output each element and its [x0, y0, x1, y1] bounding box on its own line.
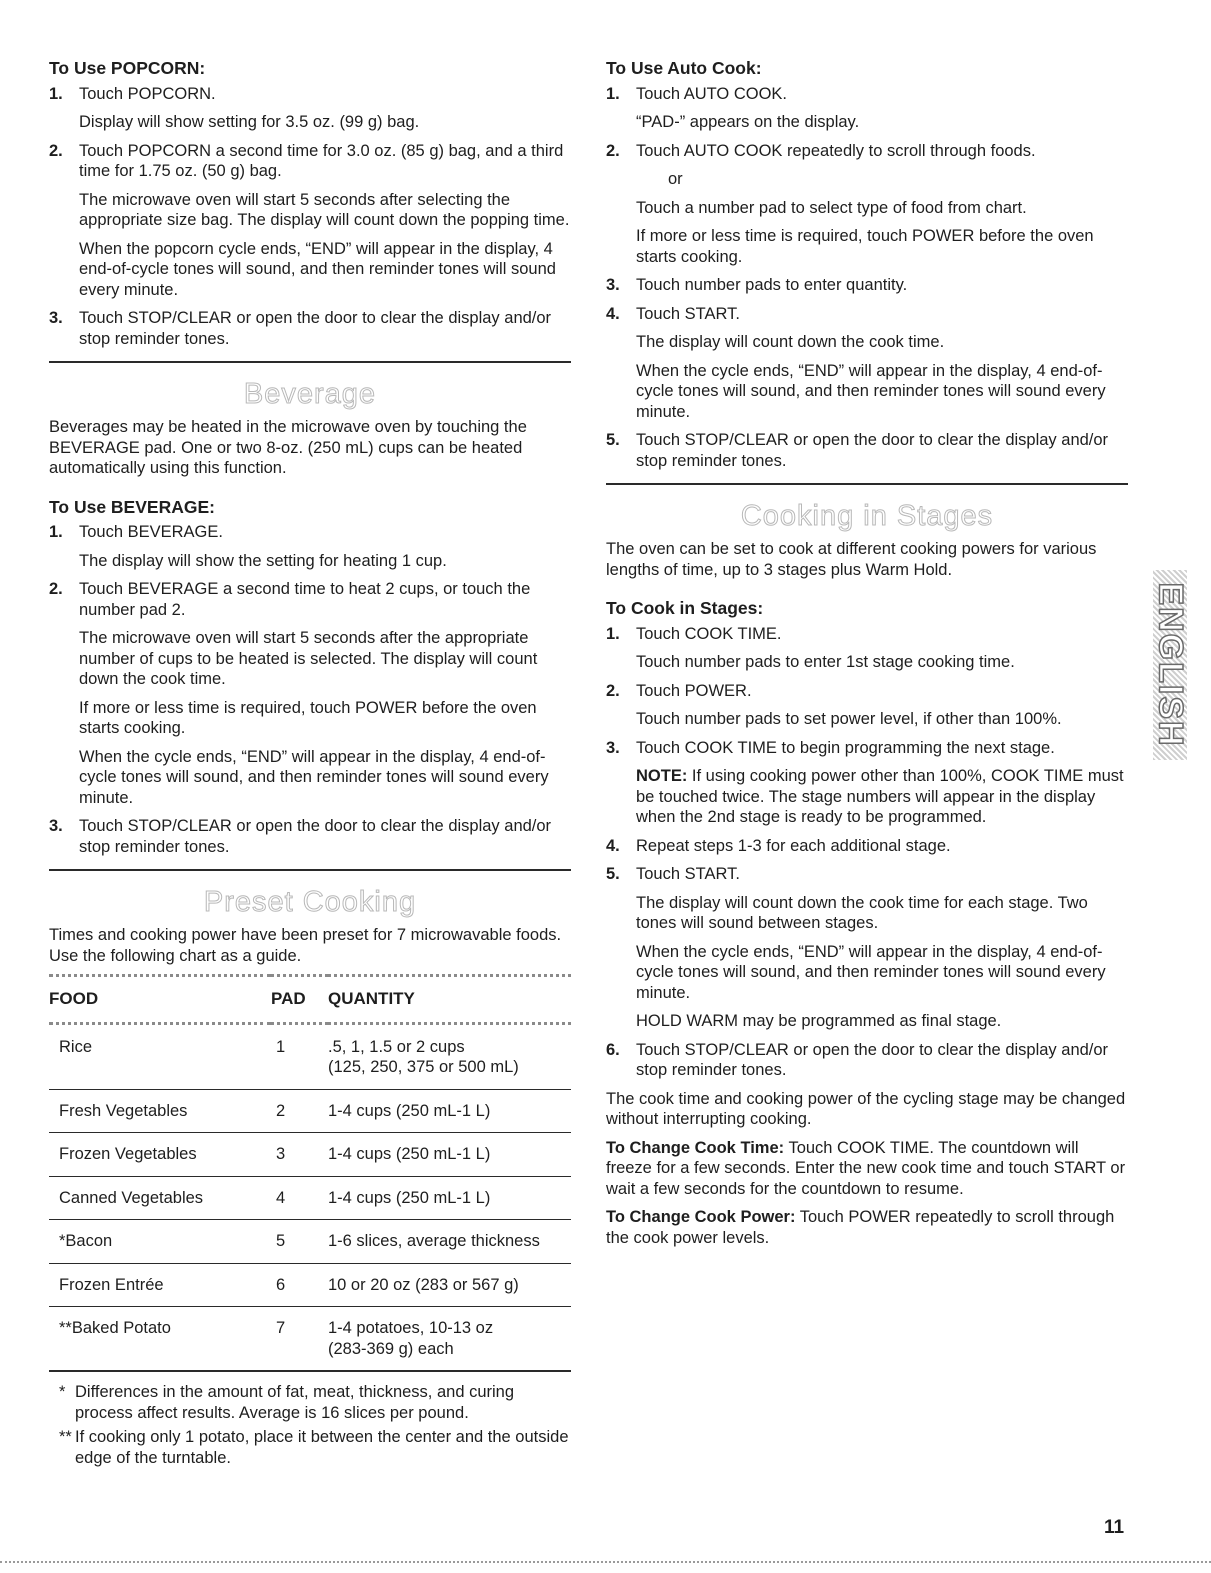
table-row [49, 1089, 571, 1133]
step-text: Touch POPCORN. [79, 84, 216, 103]
change-cook-time-label: To Change Cook Time: [606, 1138, 785, 1157]
left-column [49, 58, 571, 1472]
column-header-quantity: QUANTITY [328, 976, 571, 1024]
step-text: When the cycle ends, “END” will appear in the display, 4 end-of-cycle tones will sound, and then reminder tones will sound every minute. [636, 942, 1106, 1002]
beverage-step-3 [49, 816, 571, 857]
step-text: Display will show setting for 3.5 oz. (99 g) bag. [79, 113, 420, 131]
popcorn-heading: To Use POPCORN: [49, 58, 206, 78]
step-text: HOLD WARM may be programmed as final stage. [636, 1012, 1002, 1030]
step-text: Touch number pads to enter 1st stage cooking time. [636, 653, 1015, 671]
step-number: 2. [606, 141, 620, 160]
step-text: If more or less time is required, touch POWER before the oven starts cooking. [636, 227, 1094, 266]
step-text: Repeat steps 1-3 for each additional stage. [636, 836, 951, 855]
step-number: 2. [49, 580, 63, 598]
step-number: 6. [606, 1040, 620, 1059]
step-text: The microwave oven will start 5 seconds after the appropriate number of cups to be heated is selected. The display will count down the cook time. [79, 629, 538, 688]
footnote-text: Differences in the amount of fat, meat, thickness, and curing process affect results. Average is 16 slices per pound. [75, 1383, 515, 1422]
stages-after-text: The cook time and cooking power of the cycling stage may be changed without interrupting cooking. [606, 1089, 1126, 1128]
table-row [49, 1307, 571, 1372]
step-note [636, 766, 1128, 828]
step-text: If more or less time is required, touch POWER before the oven starts cooking. [79, 698, 537, 737]
step-text: Touch STOP/CLEAR or open the door to clear the display and/or stop reminder tones. [79, 309, 552, 348]
footnote-mark: ** [59, 1428, 72, 1446]
step-number: 2. [606, 681, 620, 700]
step-number: 1. [606, 624, 620, 643]
preset-food-table [49, 974, 571, 1372]
food-cell: Canned Vegetables [49, 1176, 271, 1220]
stages-step-1 [606, 624, 1128, 673]
popcorn-step-2 [49, 141, 571, 301]
page-bottom-rule [0, 1561, 1211, 1563]
beverage-step-1 [49, 522, 571, 571]
quantity-cell: 1-6 slices, average thickness [328, 1220, 571, 1264]
quantity-line: 1-4 potatoes, 10-13 oz [328, 1319, 494, 1337]
table-row [49, 1133, 571, 1177]
footnote-mark: * [59, 1383, 66, 1401]
change-cook-power [606, 1207, 1128, 1248]
footnote [49, 1382, 571, 1423]
step-text: “PAD-” appears on the display. [636, 113, 860, 131]
food-cell: Frozen Vegetables [49, 1133, 271, 1177]
auto-cook-steps [606, 84, 1128, 472]
change-cook-time-text: Touch COOK TIME. The countdown will freeze for a few seconds. Enter the new cook time and touch START or wait a few seconds for the countdown to resume. [606, 1138, 1126, 1198]
language-tab-label: ENGLISH [1151, 582, 1190, 748]
step-number: 1. [49, 523, 63, 541]
step-text: Touch STOP/CLEAR or open the door to clear the display and/or stop reminder tones. [636, 1040, 1109, 1079]
note-label: NOTE: [636, 767, 688, 785]
step-text: Touch STOP/CLEAR or open the door to clear the display and/or stop reminder tones. [79, 817, 552, 856]
stages-step-2 [606, 681, 1128, 730]
section-divider [49, 869, 571, 871]
quantity-cell: 1-4 cups (250 mL-1 L) [328, 1176, 571, 1220]
quantity-line: .5, 1, 1.5 or 2 cups [328, 1037, 465, 1056]
beverage-step-2 [49, 579, 571, 808]
step-number: 3. [606, 738, 620, 757]
step-text: Touch number pads to enter quantity. [636, 276, 908, 294]
step-or: or [668, 170, 683, 188]
step-number: 3. [49, 309, 63, 327]
step-number: 4. [606, 836, 620, 855]
right-column [606, 58, 1128, 1256]
preset-cooking-section-title: Preset Cooking [203, 886, 417, 918]
step-number: 1. [606, 84, 620, 103]
column-header-pad: PAD [271, 976, 328, 1024]
page-number: 11 [1104, 1517, 1125, 1538]
step-text: The display will show the setting for heating 1 cup. [79, 551, 447, 570]
pad-cell: 7 [271, 1307, 328, 1372]
step-text: Touch COOK TIME. [636, 624, 782, 643]
food-cell: *Bacon [49, 1220, 271, 1264]
change-cook-power-label: To Change Cook Power: [606, 1208, 796, 1226]
quantity-cell: 1-4 cups (250 mL-1 L) [328, 1133, 571, 1177]
auto-cook-step-2 [606, 141, 1128, 268]
auto-cook-step-3 [606, 275, 1128, 296]
beverage-section-title: Beverage [243, 378, 377, 410]
quantity-cell [328, 1307, 571, 1372]
step-text: Touch AUTO COOK. [636, 84, 787, 103]
change-cook-power-text: Touch POWER repeatedly to scroll through the cook power levels. [606, 1208, 1115, 1247]
beverage-heading: To Use BEVERAGE: [49, 496, 215, 517]
pad-cell: 5 [271, 1220, 328, 1264]
step-text: Touch START. [636, 865, 740, 883]
beverage-intro: Beverages may be heated in the microwave oven by touching the BEVERAGE pad. One or two 8-oz. (250 mL) cups can be heated automatically using this function. [49, 418, 527, 477]
step-text: Touch AUTO COOK repeatedly to scroll through foods. [636, 141, 1036, 160]
popcorn-step-1 [49, 84, 571, 133]
step-text: When the popcorn cycle ends, “END” will appear in the display, 4 end-of-cycle tones will sound, and then reminder tones will sound every minute. [79, 239, 556, 299]
auto-cook-step-5 [606, 430, 1128, 471]
stages-step-5 [606, 864, 1128, 1032]
quantity-line: (283-369 g) each [328, 1339, 454, 1358]
step-number: 5. [606, 865, 620, 883]
quantity-cell: 1-4 cups (250 mL-1 L) [328, 1089, 571, 1133]
step-text: Touch POWER. [636, 681, 752, 700]
auto-cook-heading: To Use Auto Cook: [606, 58, 762, 78]
pad-cell: 4 [271, 1176, 328, 1220]
pad-cell: 6 [271, 1263, 328, 1307]
table-footnotes [49, 1382, 571, 1468]
auto-cook-step-1 [606, 84, 1128, 133]
step-text: Touch POPCORN a second time for 3.0 oz. (85 g) bag, and a third time for 1.75 oz. (50 g) bag. [79, 141, 564, 180]
table-row [49, 1220, 571, 1264]
pad-cell: 3 [271, 1133, 328, 1177]
footnote-text: If cooking only 1 potato, place it between the center and the outside edge of the turntable. [75, 1428, 569, 1467]
step-number: 3. [606, 276, 620, 294]
language-side-tab [1151, 570, 1190, 760]
quantity-cell [328, 1023, 571, 1089]
popcorn-step-3 [49, 308, 571, 349]
table-row [49, 1263, 571, 1307]
table-header-row [49, 976, 571, 1024]
pad-cell: 1 [271, 1023, 328, 1089]
step-text: Touch number pads to set power level, if other than 100%. [636, 710, 1062, 728]
step-number: 3. [49, 817, 63, 835]
step-text: When the cycle ends, “END” will appear in the display, 4 end-of-cycle tones will sound, and then reminder tones will sound every minute. [636, 361, 1106, 421]
step-text: Touch COOK TIME to begin programming the next stage. [636, 738, 1055, 757]
section-divider [49, 361, 571, 363]
quantity-line: (125, 250, 375 or 500 mL) [328, 1058, 519, 1076]
stages-heading: To Cook in Stages: [606, 598, 764, 618]
auto-cook-step-4 [606, 304, 1128, 423]
step-text: Touch START. [636, 304, 740, 323]
cooking-in-stages-section-title: Cooking in Stages [740, 500, 994, 532]
step-number: 5. [606, 431, 620, 449]
note-text: If using cooking power other than 100%, COOK TIME must be touched twice. The stage numbers will appear in the display when the 2nd stage is ready to be programmed. [636, 767, 1124, 826]
step-number: 1. [49, 84, 63, 103]
popcorn-steps [49, 84, 571, 350]
section-divider [606, 483, 1128, 485]
step-text: The display will count down the cook time for each stage. Two tones will sound between stages. [636, 893, 1088, 932]
stages-steps [606, 624, 1128, 1081]
step-text: Touch STOP/CLEAR or open the door to clear the display and/or stop reminder tones. [636, 431, 1109, 470]
stages-intro: The oven can be set to cook at different cooking powers for various lengths of time, up to 3 stages plus Warm Hold. [606, 540, 1097, 579]
food-cell: Rice [49, 1023, 271, 1089]
table-row [49, 1176, 571, 1220]
step-number: 4. [606, 304, 620, 323]
preset-intro: Times and cooking power have been preset for 7 microwavable foods. Use the following chart as a guide. [49, 926, 562, 965]
quantity-cell: 10 or 20 oz (283 or 567 g) [328, 1263, 571, 1307]
step-number: 2. [49, 141, 63, 160]
step-text: Touch BEVERAGE. [79, 523, 223, 541]
stages-step-6 [606, 1040, 1128, 1081]
step-text: Touch a number pad to select type of food from chart. [636, 198, 1027, 217]
change-cook-time [606, 1138, 1128, 1200]
step-text: The microwave oven will start 5 seconds after selecting the appropriate size bag. The display will count down the popping time. [79, 190, 570, 229]
beverage-steps [49, 522, 571, 857]
food-cell: Fresh Vegetables [49, 1089, 271, 1133]
step-text: Touch BEVERAGE a second time to heat 2 cups, or touch the number pad 2. [79, 580, 531, 619]
table-row [49, 1023, 571, 1089]
stages-step-3 [606, 738, 1128, 828]
food-cell: Frozen Entrée [49, 1263, 271, 1307]
step-text: The display will count down the cook time. [636, 333, 945, 351]
food-cell: **Baked Potato [49, 1307, 271, 1372]
stages-step-4 [606, 836, 1128, 857]
step-text: When the cycle ends, “END” will appear in the display, 4 end-of-cycle tones will sound, and then reminder tones will sound every minute. [79, 747, 549, 807]
pad-cell: 2 [271, 1089, 328, 1133]
column-header-food: FOOD [49, 976, 271, 1024]
footnote [49, 1427, 571, 1468]
